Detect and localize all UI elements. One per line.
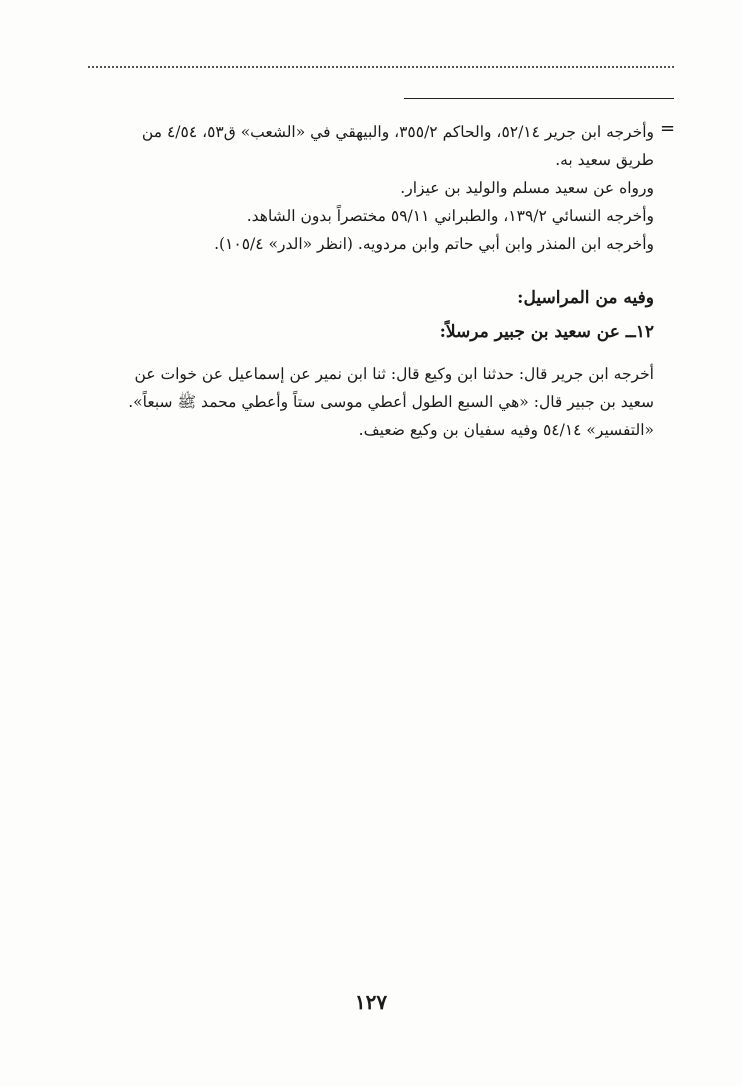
text-line: سعيد بن جبير قال: «هي السبع الطول أعطي موسى ستاً وأعطي محمد ﷺ سبعاً». bbox=[128, 393, 654, 411]
text-line: ورواه عن سعيد مسلم والوليد بن عيزار. bbox=[400, 179, 654, 197]
text-line: «التفسير» ٥٤/١٤ وفيه سفيان بن وكيع ضعيف. bbox=[358, 421, 654, 439]
text-line: أخرجه ابن جرير قال: حدثنا ابن وكيع قال: ثنا ابن نمير عن إسماعيل عن خوات عن bbox=[134, 365, 654, 383]
text-line: وأخرجه النسائي ١٣٩/٢، والطبراني ٥٩/١١ مختصراً بدون الشاهد. bbox=[246, 207, 654, 225]
section-heading: وفيه من المراسيل: bbox=[517, 288, 654, 308]
text-line: وأخرجه ابن جرير ٥٢/١٤، والحاكم ٣٥٥/٢، والبيهقي في «الشعب» ق٥٣، ٤/٥٤ من bbox=[141, 123, 654, 141]
item-heading: ١٢ــ عن سعيد بن جبير مرسلاً: bbox=[439, 322, 654, 342]
page-number: ١٢٧ bbox=[354, 990, 388, 1014]
continuation-marker: = bbox=[660, 118, 676, 139]
narration-paragraph bbox=[64, 360, 654, 444]
dotted-separator bbox=[88, 66, 674, 68]
footnote-rule bbox=[404, 98, 674, 99]
text-line: وأخرجه ابن المنذر وابن أبي حاتم وابن مردويه. (انظر «الدر» ١٠٥/٤). bbox=[214, 235, 654, 253]
text-line: طريق سعيد به. bbox=[555, 151, 654, 169]
footnote-paragraph bbox=[64, 118, 654, 258]
